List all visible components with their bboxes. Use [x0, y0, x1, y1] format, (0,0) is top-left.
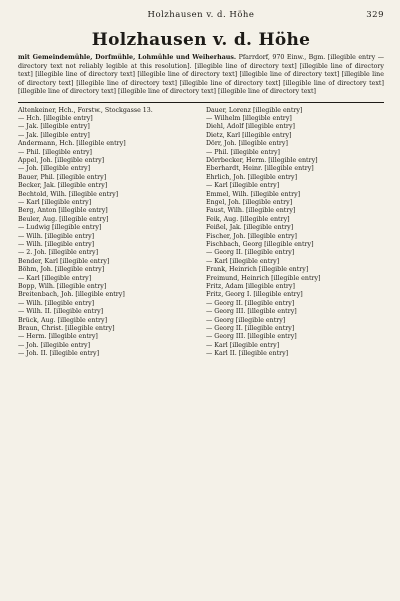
directory-entry: Freimund, Heinrich [illegible entry]	[206, 274, 321, 282]
directory-entry: Ehrlich, Joh. [illegible entry]	[206, 173, 298, 181]
directory-entry: Fritz, Adam [illegible entry]	[206, 283, 295, 291]
running-head-title: Holzhausen v. d. Höhe	[147, 10, 255, 20]
directory-entry: — Wilhelm [illegible entry]	[206, 114, 292, 122]
intro-line: [illegible line of directory text]	[18, 62, 384, 78]
directory-entry: — Phil. [illegible entry]	[18, 148, 93, 156]
intro-line: [illegible line of directory text]	[283, 79, 384, 87]
directory-entry: Fischbach, Georg [illegible entry]	[206, 241, 314, 248]
intro-paragraph	[18, 54, 384, 97]
intro-line: [illegible line of directory text]	[18, 88, 116, 95]
directory-entry: Dörr, Joh. [illegible entry]	[206, 140, 288, 148]
directory-entry: Fritz, Georg I. [illegible entry]	[206, 291, 303, 299]
directory-entry: — Wilh. II. [illegible entry]	[18, 308, 104, 316]
directory-entry: Eberhardt, Heinr. [illegible entry]	[206, 165, 314, 173]
intro-line: [illegible line of directory text]	[76, 79, 177, 87]
intro-line: [illegible line of directory text]	[179, 79, 281, 87]
directory-entry: Berg, Anton [illegible entry]	[18, 207, 108, 215]
directory-entry: Bender, Karl [illegible entry]	[18, 257, 110, 265]
directory-column-right	[206, 107, 384, 359]
directory-entry: Breitenbach, Joh. [illegible entry]	[18, 291, 125, 299]
directory-entry: — Karl II. [illegible entry]	[206, 350, 289, 358]
intro-line: [illegible line of directory text]	[218, 88, 316, 95]
directory-entry: Frank, Heinrich [illegible entry]	[206, 266, 309, 274]
directory-entry: Dauer, Lorenz [illegible entry]	[206, 106, 303, 114]
directory-entry: — Georg II. [illegible entry]	[206, 249, 295, 257]
directory-entry: Feißel, Jak. [illegible entry]	[206, 224, 294, 232]
directory-entry: Brück, Aug. [illegible entry]	[18, 316, 108, 324]
directory-entry: — Herm. [illegible entry]	[18, 333, 98, 341]
directory-entry: — Phil. [illegible entry]	[206, 148, 281, 156]
intro-line: [illegible line of directory text]	[137, 71, 238, 78]
directory-entry: — Georg II. [illegible entry]	[206, 325, 295, 333]
directory-columns	[18, 107, 384, 359]
directory-entry: Andermann, Hch. [illegible entry]	[18, 140, 126, 148]
directory-entry: — 2. Joh. [illegible entry]	[18, 249, 99, 257]
directory-entry: Faust, Wilh. [illegible entry]	[206, 207, 296, 215]
directory-entry: — Georg III. [illegible entry]	[206, 308, 297, 316]
directory-entry: Engel, Joh. [illegible entry]	[206, 198, 293, 206]
intro-line: [illegible line of directory text]	[194, 62, 297, 70]
directory-entry: — Joh. [illegible entry]	[18, 341, 91, 349]
directory-entry: Dörrbecker, Herm. [illegible entry]	[206, 156, 318, 164]
directory-entry: — Karl [illegible entry]	[206, 257, 280, 265]
directory-entry: Böhm, Joh. [illegible entry]	[18, 266, 105, 274]
directory-entry: Bechtold, Wilh. [illegible entry]	[18, 190, 119, 198]
directory-entry: Fischer, Joh. [illegible entry]	[206, 232, 297, 240]
directory-entry: Emmel, Wilh. [illegible entry]	[206, 190, 301, 198]
directory-entry: — Wilh. [illegible entry]	[18, 241, 95, 248]
directory-column-left	[18, 107, 196, 359]
directory-entry: Diehl, Adolf [illegible entry]	[206, 123, 295, 131]
directory-entry: Feik, Aug. [illegible entry]	[206, 215, 290, 223]
directory-entry: — Hch. [illegible entry]	[18, 114, 93, 122]
intro-lead: mit Gemeindemühle, Dorfmühle, Lohmühle und Weiherhaus.	[18, 54, 237, 61]
directory-entry: — Ludwig [illegible entry]	[18, 224, 102, 232]
intro-line: [illegible line of directory text]	[239, 71, 340, 78]
directory-entry: Braun, Christ. [illegible entry]	[18, 325, 115, 333]
directory-entry: — Joh. II. [illegible entry]	[18, 350, 100, 358]
directory-entry: Appel, Joh. [illegible entry]	[18, 156, 105, 164]
directory-entry: Bopp, Wilh. [illegible entry]	[18, 283, 107, 291]
directory-entry: — Joh. [illegible entry]	[18, 165, 91, 173]
directory-entry: — Jak. [illegible entry]	[18, 131, 90, 139]
intro-line: [illegible line of directory text]	[118, 88, 216, 95]
directory-entry: Altenkeiner, Hch., Forstw., Stockgasse 13.	[18, 106, 153, 114]
intro-line: Pfarrdorf, 970 Einw., Bgm. [illegible entry — directory text not reliably legible at this resolution].	[18, 54, 384, 70]
directory-entry: — Karl [illegible entry]	[18, 198, 92, 206]
directory-entry: — Georg II. [illegible entry]	[206, 299, 295, 307]
directory-entry: Beuler, Aug. [illegible entry]	[18, 215, 109, 223]
directory-entry: — Georg III. [illegible entry]	[206, 333, 297, 341]
directory-entry: — Karl [illegible entry]	[18, 274, 92, 282]
directory-entry: — Jak. [illegible entry]	[18, 123, 90, 131]
directory-entry: — Wilh. [illegible entry]	[18, 232, 95, 240]
running-head	[18, 10, 384, 24]
section-divider	[18, 102, 384, 103]
directory-entry: — Georg [illegible entry]	[206, 316, 286, 324]
directory-entry: — Karl [illegible entry]	[206, 182, 280, 190]
directory-entry: — Wilh. [illegible entry]	[18, 299, 95, 307]
directory-entry: — Karl [illegible entry]	[206, 341, 280, 349]
directory-entry: Becker, Jak. [illegible entry]	[18, 182, 108, 190]
page-number: 329	[366, 10, 384, 20]
intro-line: [illegible line of directory text]	[35, 71, 135, 78]
directory-entry: Bauer, Phil. [illegible entry]	[18, 173, 107, 181]
intro-line: [illegible line of directory text]	[18, 71, 384, 87]
directory-entry: Dietz, Karl [illegible entry]	[206, 131, 292, 139]
page-title: Holzhausen v. d. Höhe	[91, 30, 311, 50]
